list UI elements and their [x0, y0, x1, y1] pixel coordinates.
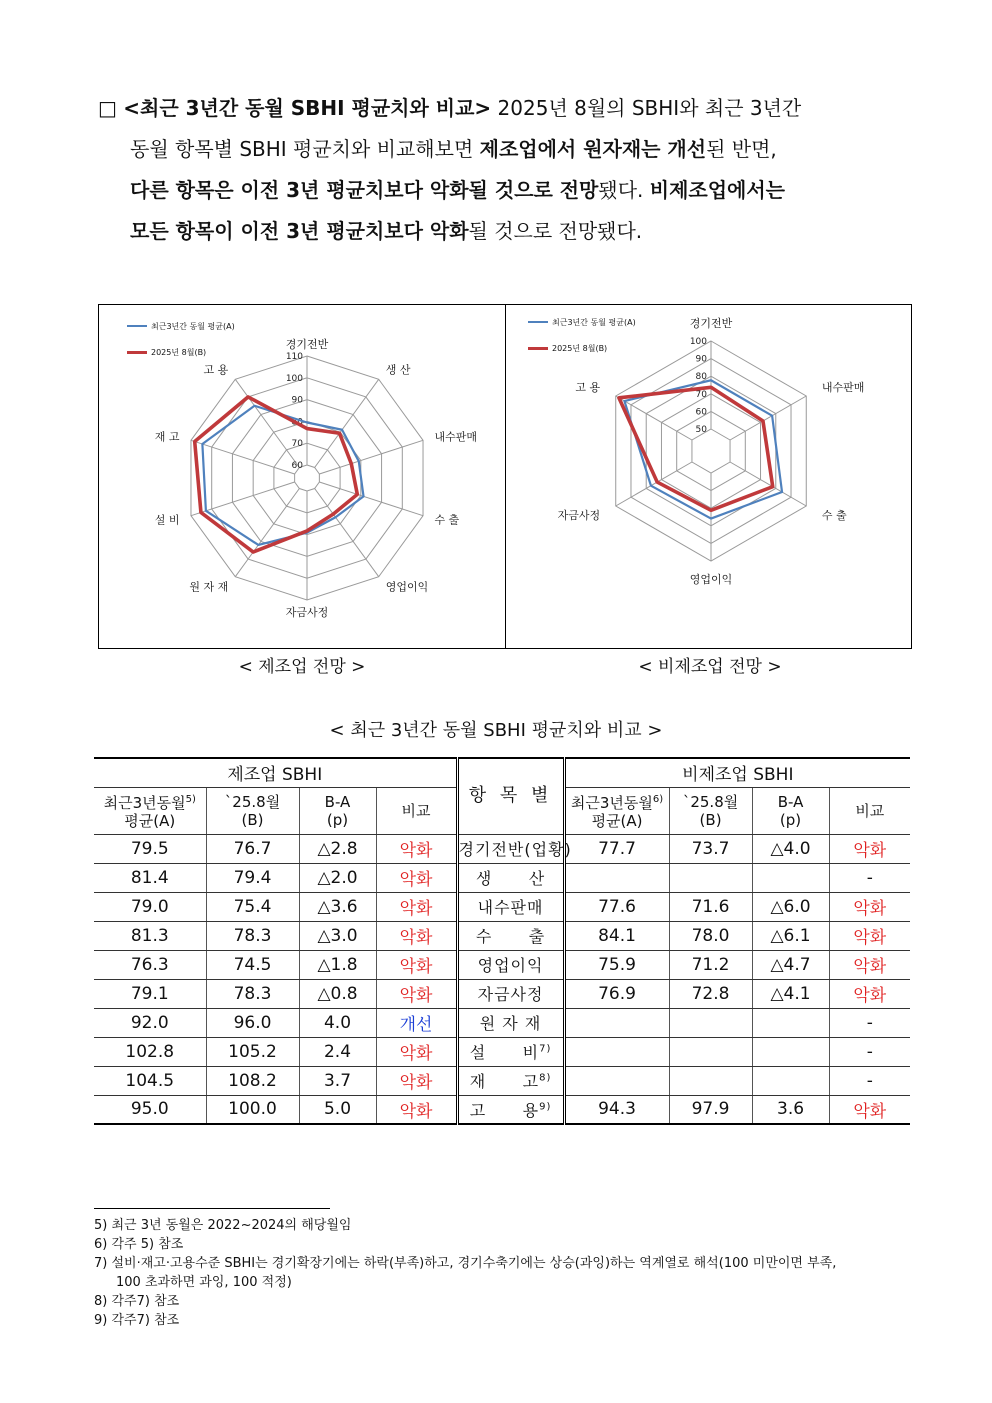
- item-cell-text: 고 용: [469, 1100, 540, 1120]
- nonmfg-compare-cell: [829, 921, 910, 950]
- mfg-cur-cell: [206, 1066, 299, 1095]
- mfg-avg-cell-text: 79.0: [130, 896, 169, 917]
- category-label: 영업이익: [385, 580, 429, 594]
- grid-ring: [692, 429, 730, 473]
- nonmfg-avg-cell: [564, 979, 669, 1008]
- paragraph-text: 됐다.: [598, 178, 650, 202]
- col-header-compare: 비교: [829, 787, 910, 834]
- mfg-avg-cell: [94, 1066, 206, 1095]
- item-cell-text: 생 산: [475, 869, 546, 888]
- series-line-current: [619, 387, 773, 510]
- nonmfg-diff-cell-text: △4.7: [770, 954, 811, 975]
- category-label: 생 산: [385, 363, 411, 377]
- nonmfg-avg-cell-text: 84.1: [598, 925, 636, 946]
- nonmfg-diff-cell: [752, 921, 829, 950]
- mfg-compare-cell-text: 악화: [399, 1044, 433, 1064]
- item-cell-text: 영업이익: [477, 956, 544, 975]
- table-row: [94, 834, 910, 863]
- nonmfg-compare-cell-text: 악화: [853, 841, 887, 861]
- table-title: < 최근 3년간 동월 SBHI 평균치와 비교 >: [329, 720, 663, 741]
- mfg-avg-cell-text: 79.5: [130, 838, 169, 859]
- paragraph-line-4: [98, 211, 910, 252]
- mfg-avg-cell-text: 95.0: [130, 1099, 169, 1120]
- nonmfg-cur-cell: [669, 863, 752, 892]
- mfg-avg-cell: [94, 979, 206, 1008]
- footnote-7-continued: 100 초과하면 과잉, 100 적정): [116, 1275, 292, 1290]
- category-label: 고 용: [203, 363, 229, 377]
- table-row: [94, 921, 910, 950]
- mfg-diff-cell-text: △3.0: [317, 925, 358, 946]
- mfg-cur-cell: [206, 950, 299, 979]
- col-header-text: B-A: [324, 792, 351, 811]
- nonmfg-diff-cell: [752, 1037, 829, 1066]
- mfg-compare-cell: [376, 979, 457, 1008]
- mfg-avg-cell-text: 81.3: [130, 925, 169, 946]
- paragraph-emphasis: 비제조업에서는: [649, 178, 785, 202]
- axis-tick-label: 90: [291, 395, 303, 406]
- paragraph-emphasis: 제조업에서 원자재는 개선: [479, 137, 707, 161]
- mfg-compare-cell-text: 악화: [399, 1101, 433, 1122]
- table-group-header: [94, 758, 910, 787]
- axis-tick-label: 60: [695, 407, 707, 418]
- mfg-compare-cell: [376, 1037, 457, 1066]
- mfg-cur-cell: [206, 834, 299, 863]
- series-line-current: [195, 397, 358, 552]
- paragraph-emphasis: 모든 항목이 이전 3년 평균치보다 악화: [130, 219, 469, 243]
- nonmfg-avg-cell: [564, 1095, 669, 1124]
- footnote-8: 8) 각주7) 참조: [94, 1294, 180, 1309]
- table-row: [94, 979, 910, 1008]
- col-header-avg: [94, 787, 206, 834]
- mfg-cur-cell-text: 105.2: [228, 1041, 277, 1062]
- nonmfg-cur-cell: [669, 1037, 752, 1066]
- paragraph-line-2: [98, 129, 910, 170]
- category-label: 경기전반: [689, 317, 733, 330]
- mfg-cur-cell-text: 74.5: [233, 954, 272, 975]
- nonmfg-diff-cell-text: △4.1: [770, 983, 811, 1004]
- nonmfg-compare-cell-text: 악화: [853, 986, 887, 1006]
- nonmfg-diff-cell-text: △6.1: [770, 925, 811, 946]
- mfg-diff-cell: [299, 1008, 376, 1037]
- paragraph-text: 된 반면,: [706, 137, 777, 161]
- mfg-cur-cell-text: 76.7: [233, 838, 272, 859]
- radar-plot-manufacturing: [99, 305, 505, 648]
- category-label: 수 출: [821, 509, 847, 522]
- item-cell: [457, 1037, 564, 1066]
- footnote-5: 5) 최근 3년 동월은 2022~2024의 해당월임: [94, 1218, 352, 1233]
- category-label: 재 고: [154, 430, 180, 444]
- mfg-diff-cell-text: 4.0: [323, 1012, 352, 1033]
- nonmfg-cur-cell-text: 78.0: [691, 925, 730, 946]
- mfg-compare-cell-text: 악화: [399, 957, 433, 977]
- col-header-compare: 비교: [376, 787, 457, 834]
- paragraph-text: 될 것으로 전망됐다.: [468, 219, 643, 243]
- nonmfg-compare-cell-text: 악화: [853, 1101, 887, 1122]
- comparison-table: [94, 757, 910, 1125]
- nonmfg-cur-cell: [669, 979, 752, 1008]
- mfg-compare-cell-text: 악화: [399, 899, 433, 919]
- nonmfg-diff-cell: [752, 1066, 829, 1095]
- col-header-text: 평균(A): [124, 812, 176, 830]
- mfg-diff-cell-text: 3.7: [323, 1070, 352, 1091]
- footnote-6: 6) 각주 5) 참조: [94, 1237, 184, 1252]
- mfg-diff-cell-text: △2.0: [317, 867, 358, 888]
- item-cell: [457, 950, 564, 979]
- footnote-ref: 7): [539, 1043, 552, 1055]
- grid-spoke: [616, 462, 692, 506]
- nonmfg-compare-cell: [829, 1066, 910, 1095]
- nonmfg-compare-cell-text: -: [866, 1012, 873, 1033]
- nonmfg-compare-cell: [829, 1095, 910, 1124]
- nonmfg-compare-cell: [829, 979, 910, 1008]
- mfg-diff-cell: [299, 1066, 376, 1095]
- mfg-cur-cell-text: 100.0: [228, 1099, 277, 1120]
- mfg-diff-cell: [299, 921, 376, 950]
- col-header-text: `25.8월: [224, 792, 281, 811]
- footnote-7: 7) 설비·재고·고용수준 SBHI는 경기확장기에는 하락(부족)하고, 경기수축기에는 상승(과잉)하는 역계열로 해석(100 미만이면 부족,: [94, 1256, 837, 1271]
- mfg-diff-cell-text: △0.8: [317, 983, 358, 1004]
- legend-label-avg: 최근3년간 동월 평균(A): [552, 317, 636, 327]
- nonmfg-avg-cell: [564, 1066, 669, 1095]
- mfg-diff-cell-text: 5.0: [323, 1099, 352, 1120]
- paragraph-text: 동월 항목별 SBHI 평균치와 비교해보면: [130, 137, 480, 161]
- category-label: 내수판매: [821, 381, 865, 394]
- nonmfg-compare-cell-text: -: [866, 867, 873, 888]
- nonmfg-avg-cell-text: 77.7: [598, 838, 636, 859]
- item-cell: [457, 1095, 564, 1124]
- axis-tick-label: 80: [291, 417, 303, 428]
- mfg-cur-cell-text: 75.4: [233, 896, 272, 917]
- item-cell-text: 자금사정: [477, 985, 544, 1004]
- paragraph-heading: <최근 3년간 동월 SBHI 평균치와 비교>: [123, 96, 492, 120]
- nonmfg-compare-cell-text: 악화: [853, 928, 887, 948]
- nonmfg-cur-cell: [669, 921, 752, 950]
- legend-label-cur: 2025년 8월(B): [151, 347, 207, 357]
- col-header-diff: [752, 787, 829, 834]
- mfg-avg-cell: [94, 892, 206, 921]
- paragraph-text: 2025년 8월의 SBHI와 최근 3년간: [491, 96, 802, 120]
- nonmfg-diff-cell: [752, 863, 829, 892]
- nonmfg-cur-cell: [669, 1066, 752, 1095]
- category-label: 자금사정: [285, 606, 329, 619]
- item-cell-text: 원 자 재: [479, 1014, 542, 1033]
- mfg-compare-cell: [376, 834, 457, 863]
- mfg-cur-cell: [206, 863, 299, 892]
- mfg-compare-cell: [376, 863, 457, 892]
- mfg-compare-cell-text: 악화: [399, 870, 433, 890]
- nonmfg-avg-cell: [564, 892, 669, 921]
- table-row: [94, 950, 910, 979]
- footnote-divider: [94, 1208, 330, 1209]
- mfg-diff-cell-text: △2.8: [317, 838, 358, 859]
- category-label: 원 자 재: [189, 580, 229, 594]
- legend-label-cur: 2025년 8월(B): [552, 343, 608, 353]
- nonmfg-avg-cell-text: 76.9: [598, 983, 636, 1004]
- non-manufacturing-radar-chart: [505, 304, 912, 649]
- col-header-text: (p): [779, 810, 802, 829]
- mfg-avg-cell-text: 79.1: [130, 983, 169, 1004]
- mfg-cur-cell: [206, 921, 299, 950]
- table-row: [94, 1066, 910, 1095]
- mfg-avg-cell: [94, 950, 206, 979]
- nonmfg-diff-cell: [752, 1095, 829, 1124]
- item-cell-text: 재 고: [469, 1072, 540, 1091]
- mfg-cur-cell-text: 96.0: [233, 1012, 272, 1033]
- grid-spoke: [730, 396, 806, 440]
- footnote-9: 9) 각주7) 참조: [94, 1313, 180, 1328]
- mfg-cur-cell-text: 78.3: [233, 983, 272, 1004]
- mfg-diff-cell: [299, 979, 376, 1008]
- item-column-header: 항 목 별: [457, 758, 564, 834]
- col-header-text: (B): [241, 810, 264, 829]
- mfg-cur-cell: [206, 1095, 299, 1124]
- nonmfg-avg-cell: [564, 834, 669, 863]
- mfg-avg-cell-text: 102.8: [125, 1041, 175, 1062]
- mfg-compare-cell-text: 개선: [399, 1015, 433, 1035]
- item-cell: [457, 1008, 564, 1037]
- nonmfg-diff-cell: [752, 950, 829, 979]
- category-label: 수 출: [434, 513, 460, 527]
- mfg-compare-cell: [376, 1008, 457, 1037]
- category-label: 고 용: [575, 381, 601, 394]
- nonmfg-cur-cell: [669, 950, 752, 979]
- nonmfg-compare-cell-text: 악화: [853, 899, 887, 919]
- summary-paragraph: [98, 88, 910, 252]
- mfg-compare-cell-text: 악화: [399, 986, 433, 1006]
- category-label: 경기전반: [285, 338, 329, 351]
- nonmfg-diff-cell: [752, 979, 829, 1008]
- item-cell-text: 수 출: [475, 927, 546, 946]
- item-cell: [457, 834, 572, 863]
- group-header-manufacturing: 제조업 SBHI: [94, 758, 457, 787]
- mfg-avg-cell-text: 104.5: [125, 1070, 175, 1091]
- col-header-cur: [206, 787, 299, 834]
- item-cell-text: 설 비: [469, 1043, 540, 1062]
- paragraph-emphasis: 다른 항목은 이전 3년 평균치보다 악화될 것으로 전망: [130, 178, 599, 202]
- mfg-cur-cell: [206, 892, 299, 921]
- nonmfg-cur-cell-text: 73.7: [691, 838, 730, 859]
- item-cell: [457, 1066, 564, 1095]
- footnote-ref: 5): [185, 794, 196, 805]
- footnote-ref: 9): [539, 1101, 552, 1113]
- col-header-cur: [669, 787, 752, 834]
- mfg-avg-cell: [94, 1095, 206, 1124]
- col-header-text: B-A: [777, 792, 804, 811]
- paragraph-line-3: [98, 170, 910, 211]
- axis-tick-label: 110: [285, 352, 303, 362]
- mfg-cur-cell: [206, 1037, 299, 1066]
- mfg-compare-cell-text: 악화: [399, 1073, 433, 1093]
- category-label: 내수판매: [434, 430, 477, 444]
- caption-non-manufacturing: < 비제조업 전망 >: [638, 657, 782, 677]
- nonmfg-diff-cell: [752, 1008, 829, 1037]
- grid-spoke: [235, 489, 299, 577]
- item-cell: [457, 921, 564, 950]
- mfg-avg-cell-text: 76.3: [130, 954, 169, 975]
- axis-tick-label: 70: [695, 389, 707, 400]
- mfg-avg-cell-text: 81.4: [130, 867, 169, 888]
- nonmfg-cur-cell-text: 71.2: [691, 954, 730, 975]
- nonmfg-avg-cell: [564, 1037, 669, 1066]
- group-header-non-manufacturing: 비제조업 SBHI: [564, 758, 910, 787]
- mfg-compare-cell-text: 악화: [399, 841, 433, 861]
- axis-tick-label: 50: [695, 425, 707, 435]
- mfg-cur-cell: [206, 979, 299, 1008]
- nonmfg-compare-cell-text: 악화: [853, 957, 887, 977]
- radar-plot-non-manufacturing: [506, 305, 911, 648]
- grid-spoke: [191, 440, 295, 474]
- footnotes: [94, 1216, 906, 1330]
- nonmfg-compare-cell: [829, 1037, 910, 1066]
- mfg-avg-cell: [94, 863, 206, 892]
- nonmfg-diff-cell-text: 3.6: [777, 1099, 805, 1120]
- mfg-cur-cell-text: 108.2: [228, 1070, 277, 1091]
- manufacturing-radar-chart: [98, 304, 506, 649]
- nonmfg-diff-cell: [752, 892, 829, 921]
- mfg-diff-cell: [299, 863, 376, 892]
- col-header-text: 최근3년동월: [103, 794, 186, 812]
- axis-tick-label: 90: [695, 354, 707, 365]
- nonmfg-avg-cell: [564, 1008, 669, 1037]
- mfg-compare-cell: [376, 892, 457, 921]
- nonmfg-cur-cell-text: 71.6: [691, 896, 730, 917]
- col-header-text: 평균(A): [591, 812, 643, 830]
- mfg-compare-cell: [376, 950, 457, 979]
- mfg-diff-cell: [299, 1095, 376, 1124]
- mfg-compare-cell: [376, 1066, 457, 1095]
- mfg-cur-cell: [206, 1008, 299, 1037]
- nonmfg-avg-cell-text: 94.3: [598, 1099, 636, 1120]
- nonmfg-avg-cell-text: 75.9: [598, 954, 636, 975]
- nonmfg-avg-cell: [564, 921, 669, 950]
- footnote-ref: 8): [539, 1072, 552, 1084]
- axis-tick-label: 70: [291, 439, 303, 450]
- series-line-avg: [624, 380, 782, 518]
- category-label: 자금사정: [557, 509, 601, 522]
- table-row: [94, 1037, 910, 1066]
- table-row: [94, 1095, 910, 1124]
- item-cell: [457, 979, 564, 1008]
- bullet-box: □: [98, 96, 117, 120]
- nonmfg-cur-cell-text: 97.9: [691, 1099, 730, 1120]
- mfg-avg-cell: [94, 1037, 206, 1066]
- mfg-diff-cell-text: 2.4: [323, 1041, 352, 1062]
- item-cell: [457, 863, 564, 892]
- mfg-diff-cell-text: △1.8: [317, 954, 358, 975]
- mfg-avg-cell: [94, 921, 206, 950]
- mfg-diff-cell-text: △3.6: [317, 896, 358, 917]
- nonmfg-compare-cell: [829, 1008, 910, 1037]
- nonmfg-compare-cell-text: -: [866, 1070, 873, 1091]
- nonmfg-diff-cell-text: △4.0: [770, 838, 811, 859]
- category-label: 설 비: [154, 513, 180, 527]
- col-header-avg: [564, 787, 669, 834]
- col-header-text: `25.8월: [682, 792, 739, 811]
- item-cell-text: 내수판매: [477, 898, 544, 917]
- table-row: [94, 892, 910, 921]
- table-row: [94, 1008, 910, 1037]
- mfg-diff-cell: [299, 892, 376, 921]
- grid-spoke: [319, 440, 423, 474]
- mfg-diff-cell: [299, 950, 376, 979]
- caption-manufacturing: < 제조업 전망 >: [238, 657, 366, 677]
- col-header-text: (B): [699, 810, 722, 829]
- nonmfg-cur-cell-text: 72.8: [691, 983, 730, 1004]
- col-header-text: 최근3년동월: [570, 794, 653, 812]
- nonmfg-diff-cell: [752, 834, 829, 863]
- mfg-compare-cell: [376, 921, 457, 950]
- nonmfg-cur-cell: [669, 1008, 752, 1037]
- mfg-avg-cell-text: 92.0: [130, 1012, 169, 1033]
- footnote-ref: 6): [652, 794, 664, 805]
- item-cell-text: 경기전반(업황): [458, 840, 572, 859]
- nonmfg-compare-cell: [829, 863, 910, 892]
- legend-label-avg: 최근3년간 동월 평균(A): [151, 321, 235, 331]
- axis-tick-label: 100: [689, 337, 707, 347]
- axis-tick-label: 80: [695, 372, 707, 383]
- nonmfg-cur-cell: [669, 1095, 752, 1124]
- nonmfg-compare-cell-text: -: [866, 1041, 873, 1062]
- mfg-diff-cell: [299, 1037, 376, 1066]
- nonmfg-cur-cell: [669, 834, 752, 863]
- mfg-cur-cell-text: 78.3: [233, 925, 272, 946]
- axis-tick-label: 60: [291, 461, 303, 471]
- axis-tick-label: 100: [285, 373, 303, 384]
- nonmfg-compare-cell: [829, 950, 910, 979]
- category-label: 영업이익: [689, 573, 733, 586]
- grid-spoke: [235, 379, 299, 467]
- mfg-compare-cell: [376, 1095, 457, 1124]
- nonmfg-avg-cell: [564, 950, 669, 979]
- nonmfg-avg-cell: [564, 863, 669, 892]
- nonmfg-cur-cell: [669, 892, 752, 921]
- col-header-text: (p): [326, 810, 349, 829]
- item-cell: [457, 892, 564, 921]
- col-header-diff: [299, 787, 376, 834]
- mfg-compare-cell-text: 악화: [399, 928, 433, 948]
- mfg-cur-cell-text: 79.4: [233, 867, 272, 888]
- mfg-avg-cell: [94, 1008, 206, 1037]
- mfg-avg-cell: [94, 834, 206, 863]
- paragraph-line-1: [98, 88, 910, 129]
- nonmfg-compare-cell: [829, 834, 910, 863]
- nonmfg-diff-cell-text: △6.0: [770, 896, 811, 917]
- nonmfg-avg-cell-text: 77.6: [598, 896, 636, 917]
- table-row: [94, 863, 910, 892]
- mfg-diff-cell: [299, 834, 376, 863]
- nonmfg-compare-cell: [829, 892, 910, 921]
